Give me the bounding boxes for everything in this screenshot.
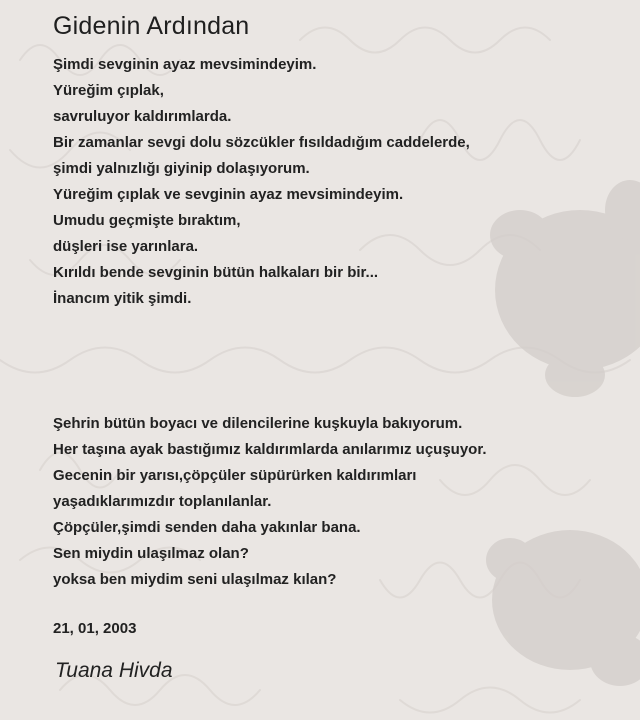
poem-line: Şehrin bütün boyacı ve dilencilerine kuşkuyla bakıyorum. (53, 415, 463, 432)
poem-line: yaşadıklarımızdır toplanılanlar. (53, 493, 272, 510)
poem-line: şimdi yalnızlığı giyinip dolaşıyorum. (53, 160, 310, 177)
poem-title: Gidenin Ardından (53, 12, 250, 40)
stanza-1 (53, 52, 470, 312)
poem-date: 21, 01, 2003 (53, 620, 137, 637)
poem-line: savruluyor kaldırımlarda. (53, 108, 232, 125)
poem-line: düşleri ise yarınlara. (53, 238, 199, 255)
poem-line: Her taşına ayak bastığımız kaldırımlarda anılarımız uçuşuyor. (53, 441, 487, 458)
poem-line: Yüreğim çıplak, (53, 82, 164, 99)
poem-line: İnancım yitik şimdi. (53, 290, 192, 307)
poem-line: Umudu geçmişte bıraktım, (53, 212, 241, 229)
poem-line: Yüreğim çıplak ve sevginin ayaz mevsimindeyim. (53, 186, 404, 203)
poem-line: yoksa ben miydim seni ulaşılmaz kılan? (53, 571, 337, 588)
poem-author: Tuana Hivda (55, 659, 173, 682)
stanza-2 (53, 411, 487, 593)
poem-line: Şimdi sevginin ayaz mevsimindeyim. (53, 56, 317, 73)
poem-line: Çöpçüler,şimdi senden daha yakınlar bana. (53, 519, 361, 536)
poem-line: Sen miydin ulaşılmaz olan? (53, 545, 249, 562)
poem-line: Bir zamanlar sevgi dolu sözcükler fısıldadığım caddelerde, (53, 134, 470, 151)
poem-line: Gecenin bir yarısı,çöpçüler süpürürken kaldırımları (53, 467, 417, 484)
poem-line: Kırıldı bende sevginin bütün halkaları bir bir... (53, 264, 379, 281)
